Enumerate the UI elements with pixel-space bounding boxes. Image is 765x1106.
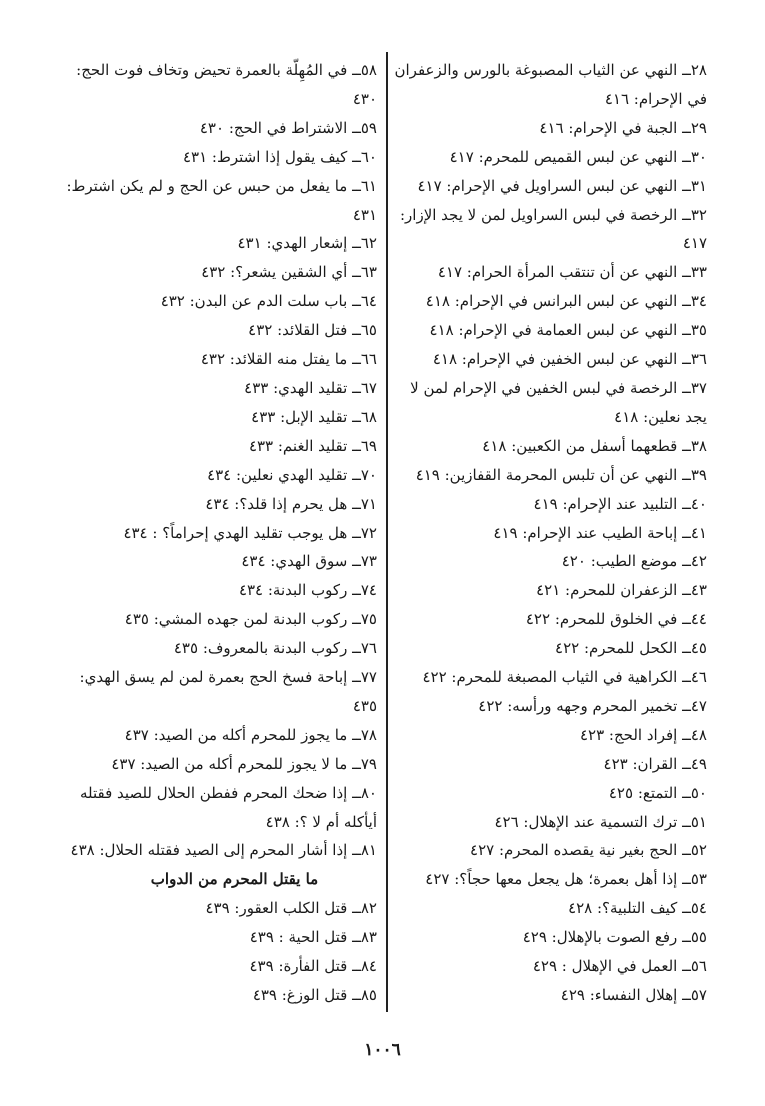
index-entry: ٥٦ــ العمل في الإهلال : ٤٢٩ (532, 957, 707, 976)
index-entry: ٤٥ــ الكحل للمحرم: ٤٢٢ (555, 639, 707, 658)
index-entry: ٧٣ــ سوق الهدي: ٤٣٤ (241, 552, 377, 571)
index-entry: ٧٨ــ ما يجوز للمحرم أكله من الصيد: ٤٣٧ (124, 725, 377, 744)
index-entry: ٤٧ــ تخمير المحرم وجهه ورأسه: ٤٢٢ (478, 696, 707, 715)
index-entry: ٣٠ــ النهي عن لبس القميص للمحرم: ٤١٧ (449, 147, 707, 166)
index-entry: ٧٦ــ ركوب البدنة بالمعروف: ٤٣٥ (173, 639, 377, 658)
index-entry: ٤٠ــ التلبيد عند الإحرام: ٤١٩ (533, 494, 707, 513)
index-entry: ٣٧ــ الرخصة في لبس الخفين في الإحرام لمن لا يجد نعلين: ٤١٨ (410, 378, 707, 426)
index-entry: ٤١ــ إباحة الطيب عند الإحرام: ٤١٩ (493, 523, 707, 542)
index-entry: ٢٩ــ الجبة في الإحرام: ٤١٦ (539, 118, 707, 137)
index-entry: ٥٣ــ إذا أهل بعمرة؛ هل يجعل معها حجاً؟: ٤٢٧ (425, 870, 707, 889)
index-entry: ٥٤ــ كيف التلبية؟: ٤٢٨ (568, 899, 707, 918)
index-entry: ٧٠ــ تقليد الهدي نعلين: ٤٣٤ (207, 465, 377, 484)
page-number: ١٠٠٦ (364, 1040, 401, 1060)
index-entry: ٥٧ــ إهلال النفساء: ٤٢٩ (560, 986, 707, 1004)
index-entry: ٦٣ــ أي الشقين يشعر؟: ٤٣٢ (201, 263, 377, 282)
index-entry: ٥٩ــ الاشتراط في الحج: ٤٣٠ (199, 118, 377, 137)
index-entry: ٤٦ــ الكراهية في الثياب المصبغة للمحرم: ٤٢٢ (422, 668, 707, 687)
index-entry: ٨٠ــ إذا ضحك المحرم ففطن الحلال للصيد فقتله أيأكله أم لا ؟: ٤٣٨ (79, 783, 377, 831)
index-entry: ٥١ــ ترك التسمية عند الإهلال: ٤٢٦ (494, 812, 707, 831)
index-entry: ٦١ــ ما يفعل من حبس عن الحج و لم يكن اشترط: ٤٣١ (66, 176, 377, 224)
index-entry: ٤٩ــ القران: ٤٢٣ (603, 754, 707, 773)
column-divider (386, 52, 388, 1012)
index-entry: ٥٠ــ التمتع: ٤٢٥ (608, 783, 707, 802)
index-entry: ٧٧ــ إباحة فسخ الحج بعمرة لمن لم يسق الهدي: ٤٣٥ (79, 668, 377, 715)
index-entry: ٣٨ــ قطعهما أسفل من الكعبين: ٤١٨ (482, 436, 707, 455)
index-entry: ٣٣ــ النهي عن أن تنتقب المرأة الحرام: ٤١٧ (437, 263, 707, 282)
index-entry: ٨٥ــ قتل الوزغ: ٤٣٩ (252, 986, 377, 1004)
index-entry: ٦٥ــ فتل القلائد: ٤٣٢ (248, 321, 377, 340)
index-entry: ٢٨ــ النهي عن الثياب المصبوغة بالورس والزعفران في الإحرام: ٤١٦ (394, 61, 707, 108)
index-column-left (52, 56, 377, 1010)
index-entry: ٨١ــ إذا أشار المحرم إلى الصيد فقتله الحلال: ٤٣٨ (70, 841, 377, 860)
index-entry: ٦٧ــ تقليد الهدي: ٤٣٣ (244, 378, 377, 397)
index-entry: ٦٢ــ إشعار الهدي: ٤٣١ (237, 234, 377, 253)
index-entry: ٨٢ــ قتل الكلب العقور: ٤٣٩ (205, 899, 377, 918)
index-entry: ٤٣ــ الزعفران للمحرم: ٤٢١ (536, 581, 707, 600)
index-entry: ٧٢ــ هل يوجب تقليد الهدي إحراماً؟ : ٤٣٤ (123, 523, 377, 542)
index-entry: ٨٣ــ قتل الحية : ٤٣٩ (249, 928, 377, 947)
index-entry: ٥٢ــ الحج بغير نية يقصده المحرم: ٤٢٧ (470, 841, 707, 860)
index-entry: ٦٠ــ كيف يقول إذا اشترط: ٤٣١ (182, 147, 377, 166)
index-entry: ٣٤ــ النهي عن لبس البرانس في الإحرام: ٤١٨ (425, 292, 707, 311)
index-entry: ٧١ــ هل يحرم إذا قلد؟: ٤٣٤ (205, 494, 377, 513)
index-entry: ٧٩ــ ما لا يجوز للمحرم أكله من الصيد: ٤٣٧ (111, 754, 377, 773)
index-entry: ٥٥ــ رفع الصوت بالإهلال: ٤٢٩ (522, 928, 707, 947)
index-entry: ٧٤ــ ركوب البدنة: ٤٣٤ (238, 581, 377, 600)
index-entry: ٣١ــ النهي عن لبس السراويل في الإحرام: ٤١٧ (417, 176, 707, 195)
index-column-right (387, 56, 707, 1010)
index-entry: ٣٢ــ الرخصة في لبس السراويل لمن لا يجد الإزار: ٤١٧ (399, 205, 707, 253)
index-entry: ٣٩ــ النهي عن أن تلبس المحرمة القفازين: ٤١٩ (415, 465, 707, 484)
index-entry: ٦٦ــ ما يفتل منه القلائد: ٤٣٢ (200, 350, 377, 369)
index-entry: ٣٦ــ النهي عن لبس الخفين في الإحرام: ٤١٨ (432, 350, 707, 369)
index-entry: ٦٩ــ تقليد الغنم: ٤٣٣ (248, 436, 377, 455)
index-entry: ٤٨ــ إفراد الحج: ٤٢٣ (579, 725, 707, 744)
index-entry: ٦٤ــ باب سلت الدم عن البدن: ٤٣٢ (160, 292, 377, 311)
index-entry: ٦٨ــ تقليد الإبل: ٤٣٣ (251, 407, 377, 426)
index-entry: ٣٥ــ النهي عن لبس العمامة في الإحرام: ٤١٨ (429, 321, 707, 340)
index-entry: ٧٥ــ ركوب البدنة لمن جهده المشي: ٤٣٥ (124, 610, 377, 629)
index-entry: ٤٢ــ موضع الطيب: ٤٢٠ (561, 552, 707, 571)
section-heading: ما يقتل المحرم من الدواب (150, 870, 319, 889)
index-entry: ٤٤ــ في الخلوق للمحرم: ٤٢٢ (525, 610, 707, 629)
index-entry: ٨٤ــ قتل الفأرة: ٤٣٩ (249, 957, 377, 976)
index-entry: ٥٨ــ في المُهِلّة بالعمرة تحيض وتخاف فوت الحج: ٤٣٠ (76, 61, 377, 108)
